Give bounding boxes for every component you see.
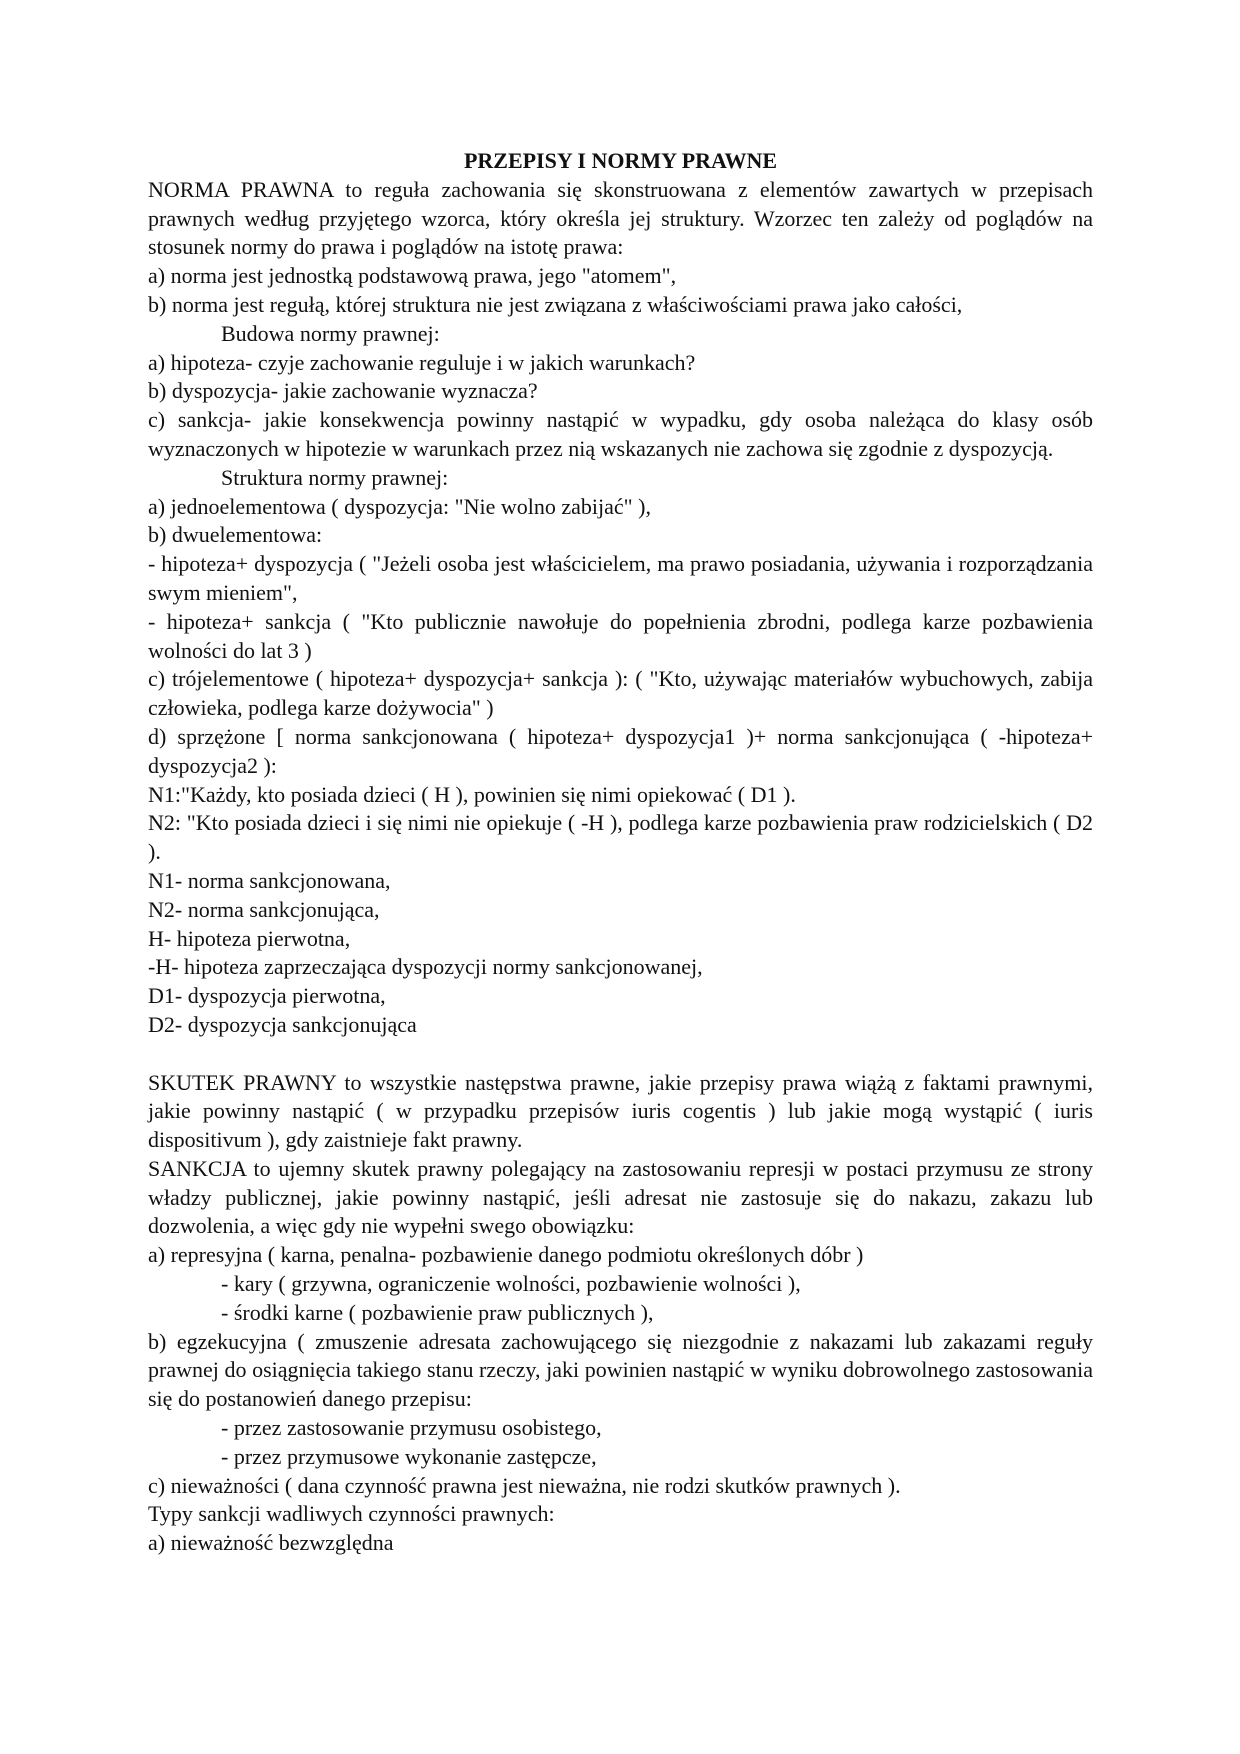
list-item: a) hipoteza- czyje zachowanie reguluje i w jakich warunkach? bbox=[148, 349, 696, 375]
sub-list-item: - środki karne ( pozbawienie praw publicznych ), bbox=[221, 1299, 654, 1325]
document-title: PRZEPISY I NORMY PRAWNE bbox=[463, 148, 778, 173]
list-item: b) egzekucyjna ( zmuszenie adresata zachowującego się niezgodnie z nakazami lub zakazami reguły prawnej do osiągnięcia takiego stanu rzeczy, jaki powinien nastąpić w wyniku dobrowolnego zastosowania się do postanowień danego przepisu: bbox=[148, 1328, 1093, 1412]
document-body bbox=[148, 147, 1093, 1558]
list-item: a) represyjna ( karna, penalna- pozbawienie danego podmiotu określonych dóbr ) bbox=[148, 1242, 864, 1268]
list-item: a) jednoelementowa ( dyspozycja: "Nie wolno zabijać" ), bbox=[148, 493, 651, 519]
list-item: a) nieważność bezwzględna bbox=[148, 1530, 394, 1556]
sub-list-item: - kary ( grzywna, ograniczenie wolności, pozbawienie wolności ), bbox=[221, 1271, 801, 1297]
example-line: N1:"Każdy, kto posiada dzieci ( H ), powinien się nimi opiekować ( D1 ). bbox=[148, 781, 796, 807]
list-item: d) sprzężone [ norma sankcjonowana ( hipoteza+ dyspozycja1 )+ norma sankcjonująca ( -hipoteza+ dyspozycja2 ): bbox=[148, 723, 1093, 778]
list-item: c) trójelementowe ( hipoteza+ dyspozycja+ sankcja ): ( "Kto, używając materiałów wybuchowych, zabija człowieka, podlega karze dożywocia" ) bbox=[148, 666, 1093, 721]
list-item: - hipoteza+ sankcja ( "Kto publicznie nawołuje do popełnienia zbrodni, podlega karze pozbawienia wolności do lat 3 ) bbox=[148, 608, 1093, 663]
paragraph-gap bbox=[148, 1040, 1093, 1069]
list-item: b) norma jest regułą, której struktura nie jest związana z właściwościami prawa jako całości, bbox=[148, 291, 963, 317]
section-heading-budowa: Budowa normy prawnej: bbox=[221, 320, 440, 346]
list-item: b) dyspozycja- jakie zachowanie wyznacza? bbox=[148, 378, 538, 404]
legend-line: D1- dyspozycja pierwotna, bbox=[148, 983, 386, 1009]
list-item: c) nieważności ( dana czynność prawna jest nieważna, nie rodzi skutków prawnych ). bbox=[148, 1472, 901, 1498]
list-item: a) norma jest jednostką podstawową prawa, jego "atomem", bbox=[148, 263, 677, 289]
example-line: N2: "Kto posiada dzieci i się nimi nie opiekuje ( -H ), podlega karze pozbawienia praw rodzicielskich ( D2 ). bbox=[148, 810, 1093, 865]
legend-line: N1- norma sankcjonowana, bbox=[148, 867, 391, 893]
paragraph-sankcja: SANKCJA to ujemny skutek prawny polegający na zastosowaniu represji w postaci przymusu ze strony władzy publicznej, jakie powinny nastąpić, jeśli adresat nie zastosuje się do nakazu, zakazu lub dozwolenia, a więc gdy nie wypełni swego obowiązku: bbox=[148, 1155, 1093, 1239]
list-item: b) dwuelementowa: bbox=[148, 522, 323, 548]
legend-line: N2- norma sankcjonująca, bbox=[148, 896, 380, 922]
paragraph-norma-prawna: NORMA PRAWNA to reguła zachowania się skonstruowana z elementów zawartych w przepisach prawnych według przyjętego wzorca, który określa jej struktury. Wzorzec ten zależy od poglądów na stosunek normy do prawa i poglądów na istotę prawa: bbox=[148, 176, 1093, 260]
legend-line: -H- hipoteza zaprzeczająca dyspozycji normy sankcjonowanej, bbox=[148, 954, 703, 980]
section-heading-typy: Typy sankcji wadliwych czynności prawnych: bbox=[148, 1501, 555, 1527]
list-item: - hipoteza+ dyspozycja ( "Jeżeli osoba jest właścicielem, ma prawo posiadania, używania i rozporządzania swym mieniem", bbox=[148, 551, 1093, 605]
paragraph-skutek-prawny: SKUTEK PRAWNY to wszystkie następstwa prawne, jakie przepisy prawa wiążą z faktami prawnymi, jakie powinny nastąpić ( w przypadku przepisów iuris cogentis ) lub jakie mogą wystąpić ( iuris dispositivum ), gdy zaistnieje fakt prawny. bbox=[148, 1069, 1093, 1153]
sub-list-item: - przez przymusowe wykonanie zastępcze, bbox=[221, 1443, 597, 1469]
legend-line: H- hipoteza pierwotna, bbox=[148, 925, 351, 951]
legend-line: D2- dyspozycja sankcjonująca bbox=[148, 1011, 417, 1037]
sub-list-item: - przez zastosowanie przymusu osobistego, bbox=[221, 1415, 602, 1441]
section-heading-struktura: Struktura normy prawnej: bbox=[221, 464, 449, 490]
list-item: c) sankcja- jakie konsekwencja powinny nastąpić w wypadku, gdy osoba należąca do klasy osób wyznaczonych w hipotezie w warunkach przez nią wskazanych nie zachowa się zgodnie z dyspozycją. bbox=[148, 407, 1093, 461]
